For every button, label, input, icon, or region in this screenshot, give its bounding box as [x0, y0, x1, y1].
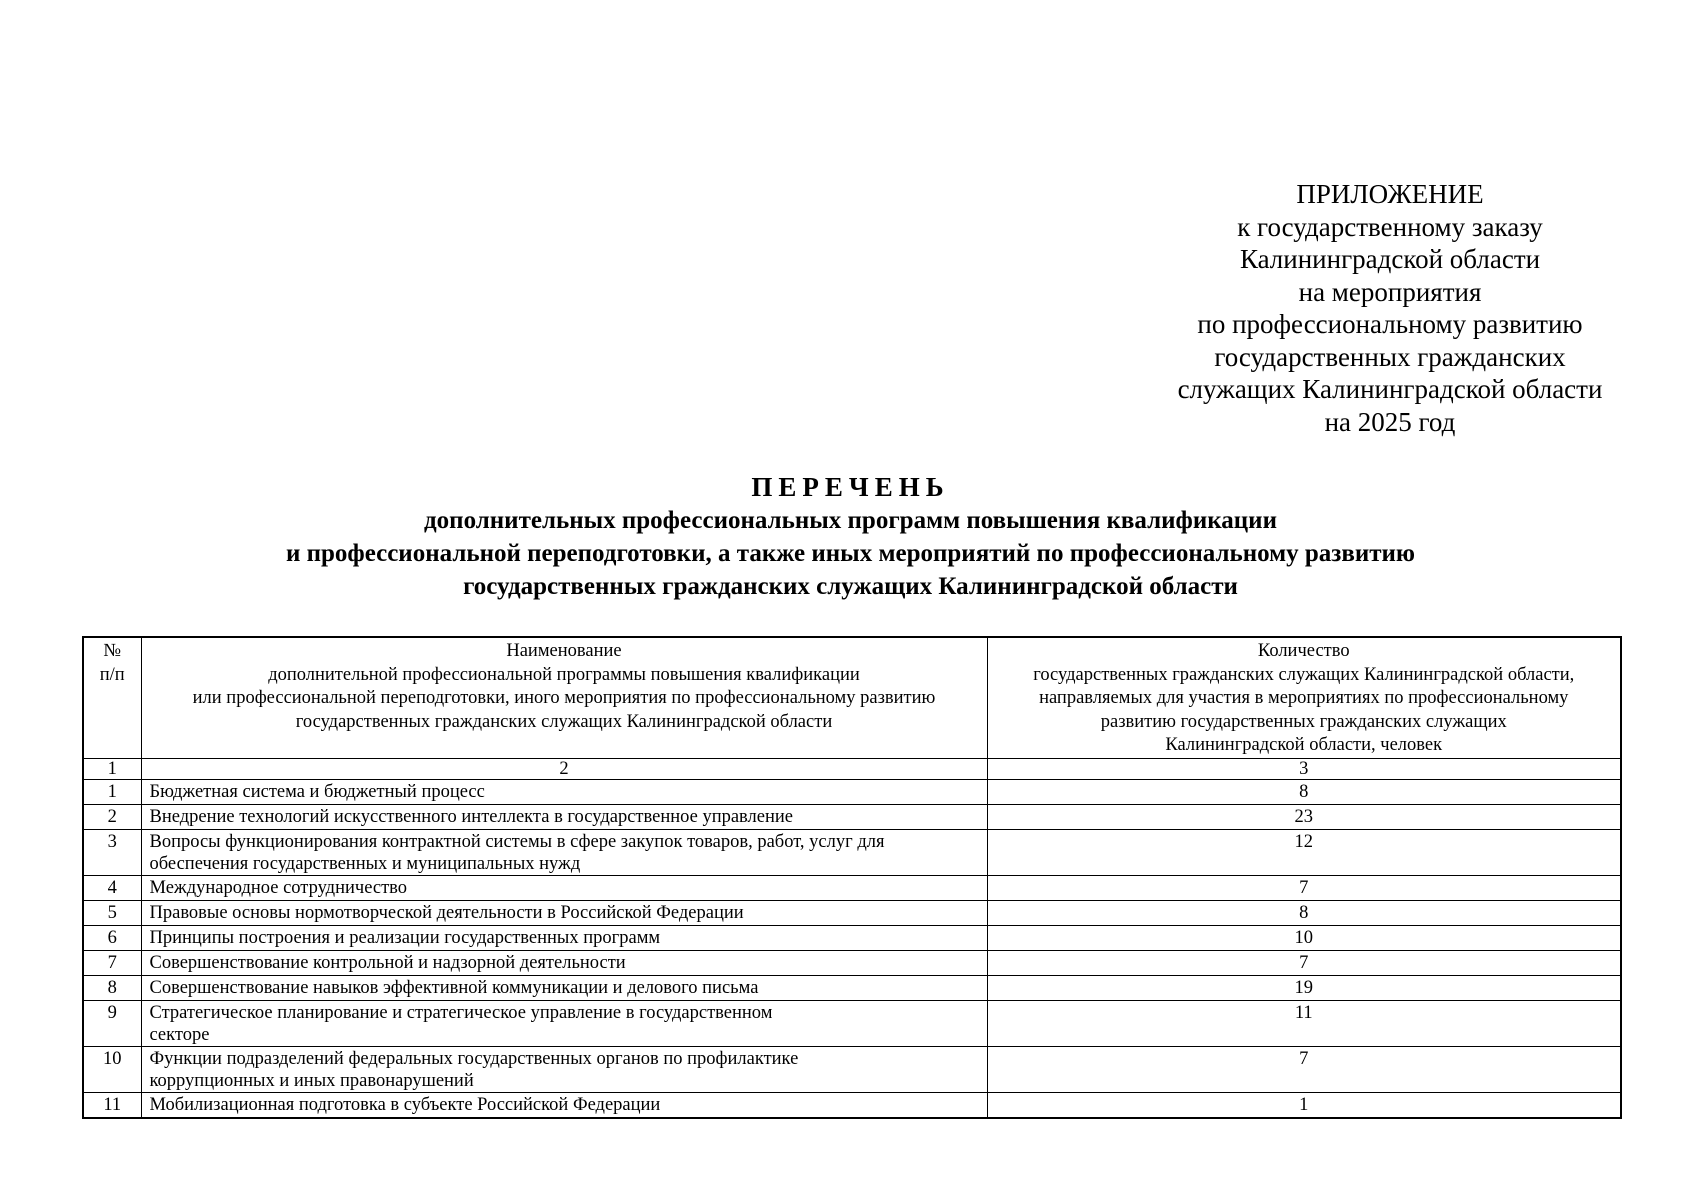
appendix-line: служащих Калининградской области	[1177, 374, 1603, 404]
row-name: Принципы построения и реализации государственных программ	[141, 925, 987, 950]
appendix-line: ПРИЛОЖЕНИЕ	[1296, 179, 1484, 209]
table-row	[83, 1046, 1621, 1092]
table-row	[83, 1000, 1621, 1046]
appendix-line: на мероприятия	[1298, 276, 1482, 307]
row-qty: 7	[987, 875, 1621, 900]
row-qty: 12	[987, 829, 1621, 875]
table-row	[83, 950, 1621, 975]
row-qty: 19	[987, 975, 1621, 1000]
header-qty: Количество государственных гражданских служащих Калининградской области, направляемых для участия в мероприятиях по профессиональному развитию государственных гражданских служащих Калининградской области, человек	[987, 637, 1621, 758]
row-num: 11	[83, 1092, 141, 1118]
programs-table	[82, 636, 1622, 1119]
table-row	[83, 804, 1621, 829]
appendix-line: по профессиональному развитию	[1197, 309, 1583, 339]
row-num: 10	[83, 1046, 141, 1092]
row-qty: 23	[987, 804, 1621, 829]
document-subtitle-line: государственных гражданских служащих Калининградской области	[463, 573, 1238, 600]
row-name: Совершенствование контрольной и надзорной деятельности	[141, 950, 987, 975]
row-num: 8	[83, 975, 141, 1000]
row-qty: 10	[987, 925, 1621, 950]
row-num: 6	[83, 925, 141, 950]
row-num: 2	[83, 804, 141, 829]
appendix-line: к государственному заказу	[1237, 211, 1543, 242]
row-name: Международное сотрудничество	[141, 875, 987, 900]
row-qty: 1	[987, 1092, 1621, 1118]
appendix-block	[1140, 178, 1640, 438]
document-title: ПЕРЕЧЕНЬ	[751, 472, 950, 502]
row-name: Вопросы функционирования контрактной системы в сфере закупок товаров, работ, услуг для обеспечения государственных и муниципальных нужд	[141, 829, 987, 875]
column-index-cell: 3	[987, 758, 1621, 779]
row-name: Правовые основы нормотворческой деятельности в Российской Федерации	[141, 900, 987, 925]
row-qty: 8	[987, 900, 1621, 925]
document-heading	[0, 470, 1701, 603]
row-num: 3	[83, 829, 141, 875]
row-num: 7	[83, 950, 141, 975]
column-index-cell: 1	[83, 758, 141, 779]
document-subtitle-line: дополнительных профессиональных программ повышения квалификации	[424, 507, 1277, 534]
header-name: Наименование дополнительной профессиональной программы повышения квалификации или профессиональной переподготовки, иного мероприятия по профессиональному развитию государственных гражданских служащих Калининградской области	[141, 637, 987, 758]
table-row	[83, 779, 1621, 804]
row-num: 4	[83, 875, 141, 900]
row-qty: 11	[987, 1000, 1621, 1046]
appendix-line: Калининградской области	[1239, 244, 1541, 274]
row-num: 9	[83, 1000, 141, 1046]
appendix-line: государственных гражданских	[1214, 341, 1566, 372]
row-qty: 7	[987, 1046, 1621, 1092]
row-name: Стратегическое планирование и стратегическое управление в государственном секторе	[141, 1000, 987, 1046]
row-name: Мобилизационная подготовка в субъекте Российской Федерации	[141, 1092, 987, 1118]
column-index-row	[83, 758, 1621, 779]
table-row	[83, 975, 1621, 1000]
table-row	[83, 925, 1621, 950]
row-name: Функции подразделений федеральных государственных органов по профилактике коррупционных и иных правонарушений	[141, 1046, 987, 1092]
column-index-cell: 2	[141, 758, 987, 779]
row-num: 1	[83, 779, 141, 804]
row-name: Совершенствование навыков эффективной коммуникации и делового письма	[141, 975, 987, 1000]
table-header-row	[83, 637, 1621, 758]
table-row	[83, 900, 1621, 925]
row-qty: 8	[987, 779, 1621, 804]
appendix-line: на 2025 год	[1324, 406, 1456, 437]
document-subtitle-line: и профессиональной переподготовки, а также иных мероприятий по профессиональному развитию	[285, 540, 1416, 567]
row-name: Бюджетная система и бюджетный процесс	[141, 779, 987, 804]
table-row	[83, 1092, 1621, 1118]
table-row	[83, 829, 1621, 875]
table-row	[83, 875, 1621, 900]
row-qty: 7	[987, 950, 1621, 975]
row-name: Внедрение технологий искусственного интеллекта в государственное управление	[141, 804, 987, 829]
header-num: № п/п	[83, 637, 141, 758]
row-num: 5	[83, 900, 141, 925]
